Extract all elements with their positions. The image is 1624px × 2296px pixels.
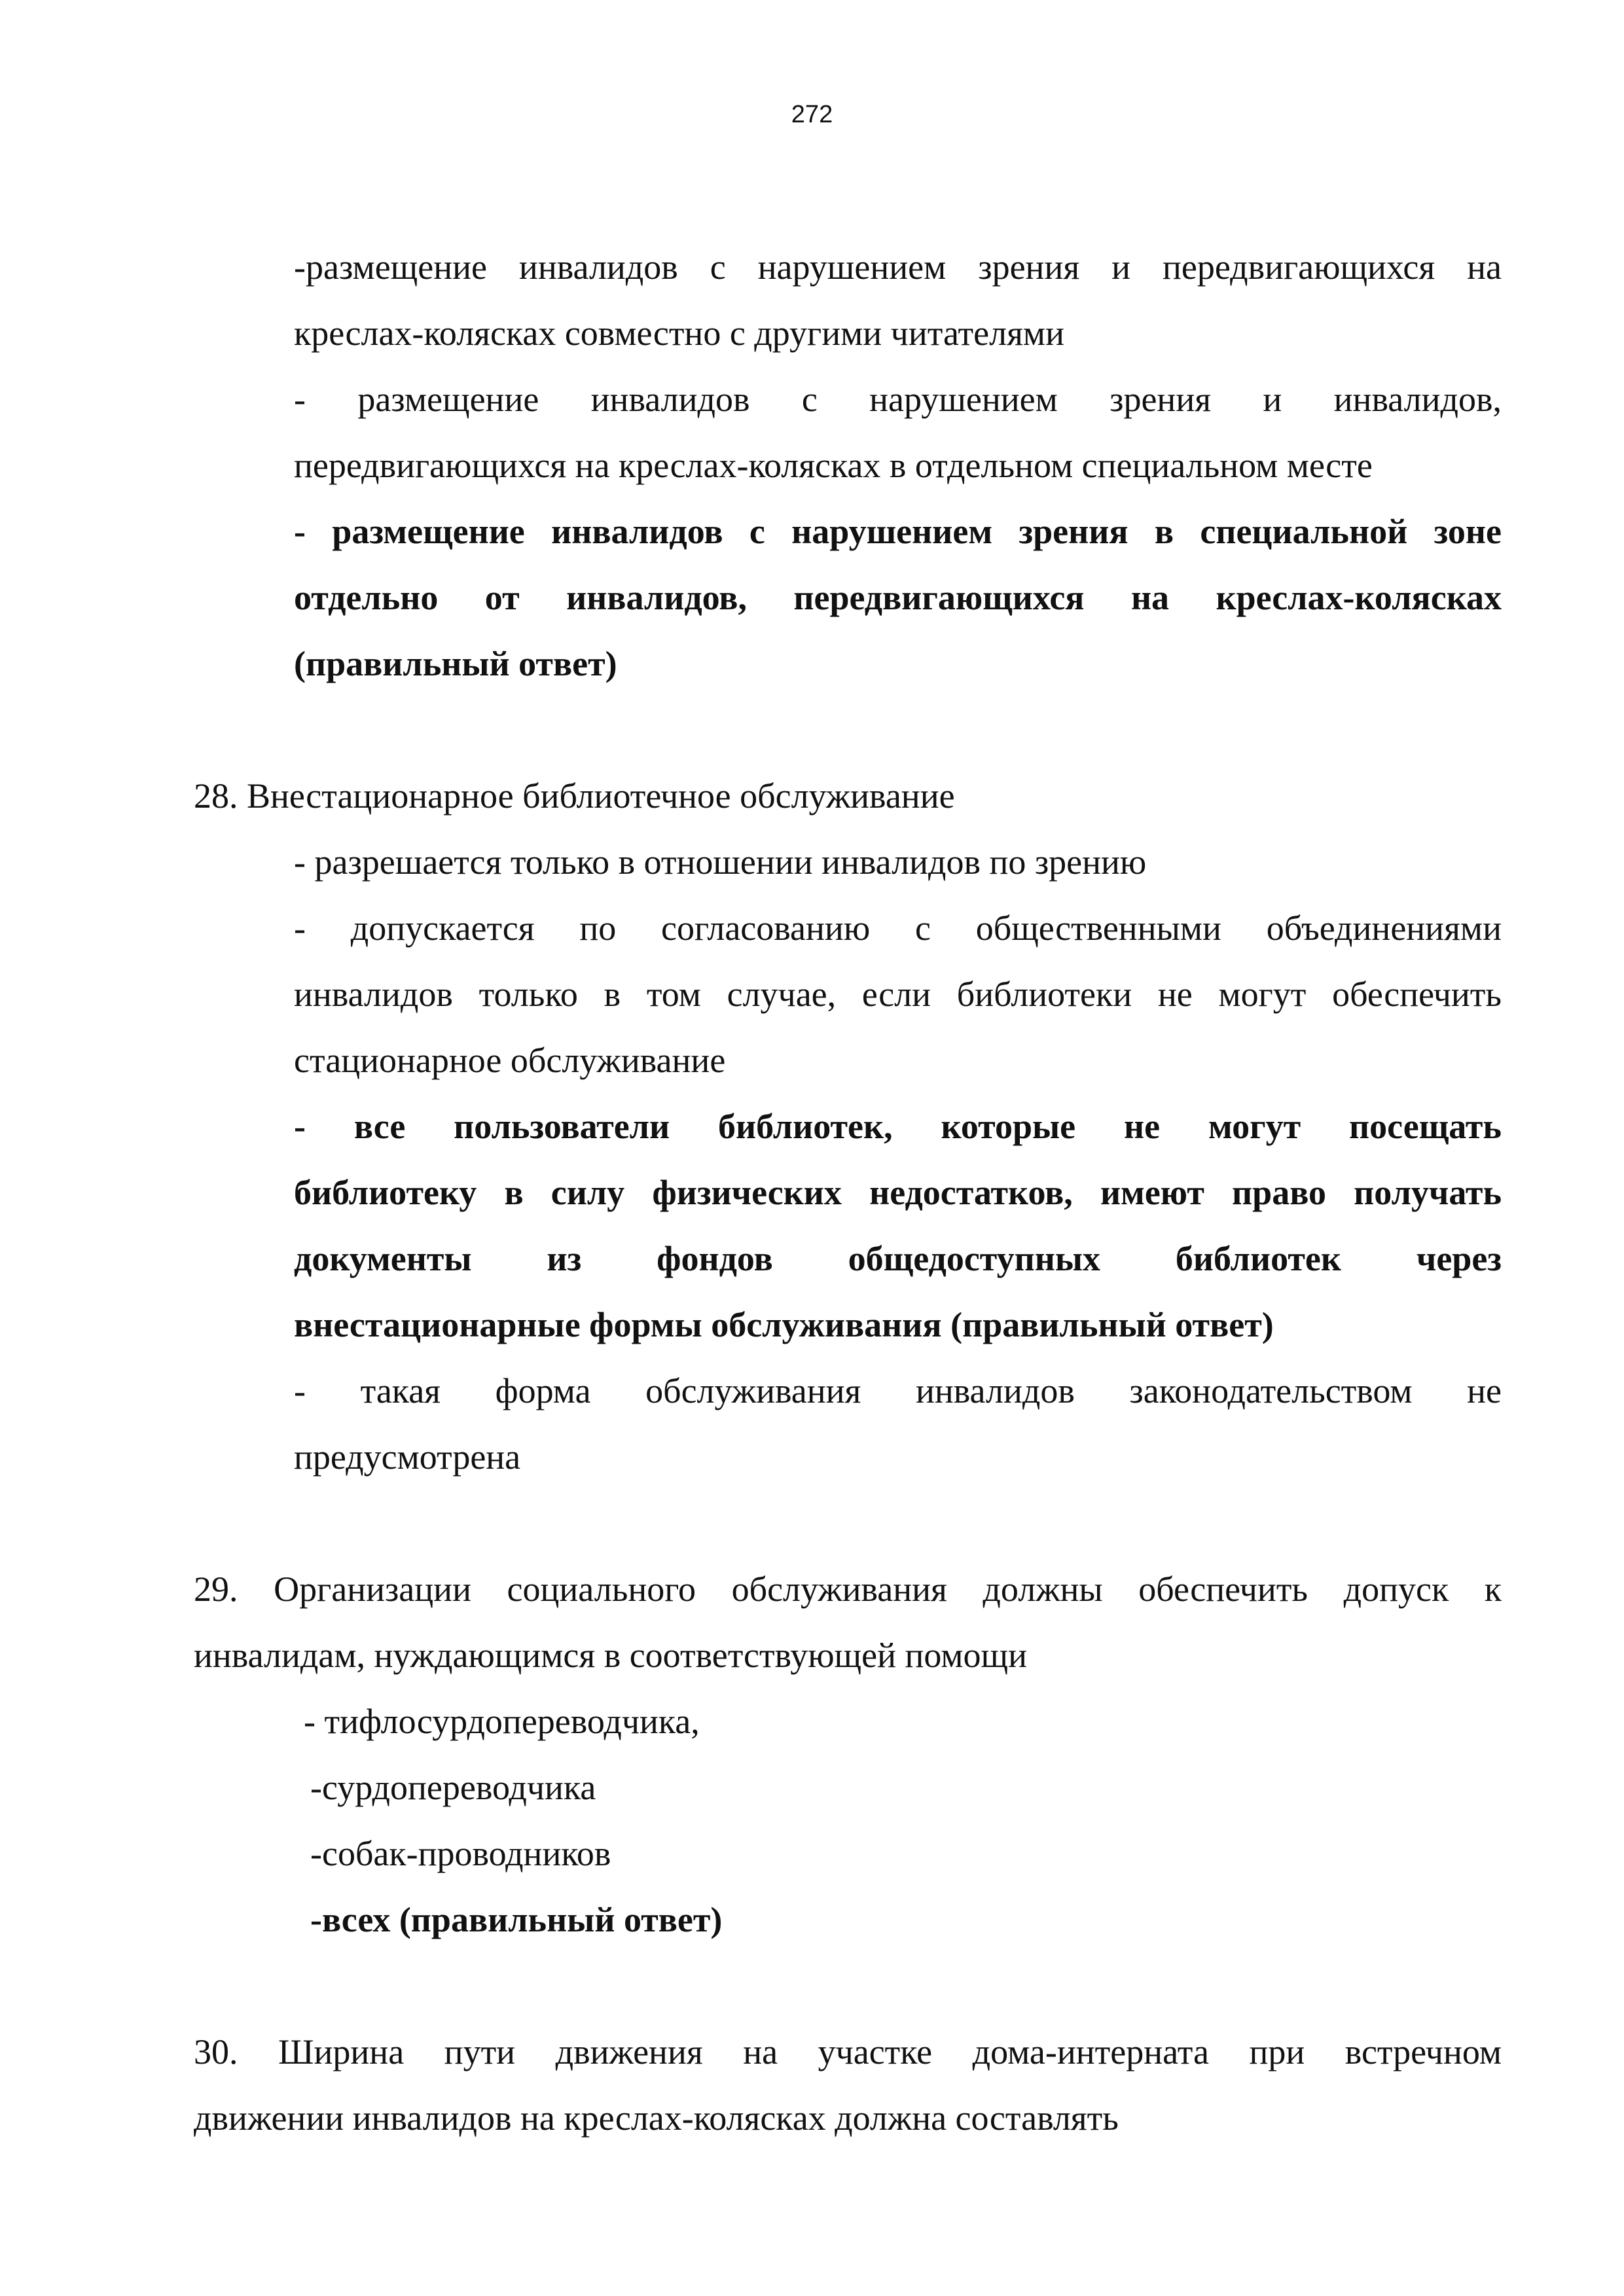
- q29-question-line: 29. Организации социального обслуживания должны обеспечить допуск к: [194, 1570, 1502, 1609]
- option-line: стационарное обслуживание: [294, 1041, 726, 1080]
- q29-option-1: - тифлосурдопереводчика,: [304, 1702, 700, 1741]
- option-line: - допускается по согласованию с общественными объединениями: [294, 908, 1502, 948]
- option-line: - такая форма обслуживания инвалидов законодательством не: [294, 1371, 1502, 1410]
- q30-question-line: движении инвалидов на креслах-колясках должна составлять: [194, 2098, 1119, 2138]
- correct-answer-line: (правильный ответ): [294, 644, 617, 683]
- correct-answer-line: внестационарные формы обслуживания (правильный ответ): [294, 1305, 1274, 1344]
- q29-option-2: -сурдопереводчика: [310, 1768, 596, 1807]
- correct-answer-line: библиотеку в силу физических недостатков, имеют право получать: [294, 1173, 1502, 1212]
- q27-options: [194, 234, 1502, 697]
- correct-answer-line: отдельно от инвалидов, передвигающихся на креслах-колясках: [294, 578, 1502, 617]
- spacer: [194, 697, 1502, 763]
- option-line: предусмотрена: [294, 1437, 521, 1477]
- option-line: - размещение инвалидов с нарушением зрения и инвалидов,: [294, 380, 1502, 419]
- spacer: [194, 1953, 1502, 2019]
- document-body: [194, 234, 1502, 2151]
- option-line: креслах-колясках совместно с другими читателями: [294, 314, 1064, 353]
- q28-option-4: [194, 1358, 1502, 1490]
- spacer: [194, 1490, 1502, 1556]
- q27-option-3-correct: [194, 499, 1502, 697]
- option-line: инвалидов только в том случае, если библиотеки не могут обеспечить: [294, 975, 1502, 1014]
- q29-option-3: -собак-проводников: [310, 1834, 611, 1873]
- page-number: 272: [791, 101, 833, 128]
- q29: [194, 1556, 1502, 1953]
- option-line: -размещение инвалидов с нарушением зрения и передвигающихся на: [294, 247, 1502, 287]
- q28-option-2: [194, 895, 1502, 1094]
- q29-option-4-correct: -всех (правильный ответ): [310, 1900, 723, 1939]
- correct-answer-line: - размещение инвалидов с нарушением зрения в специальной зоне: [294, 512, 1502, 551]
- q28-question: 28. Внестационарное библиотечное обслуживание: [194, 776, 955, 816]
- option-line: передвигающихся на креслах-колясках в отдельном специальном месте: [294, 446, 1373, 485]
- q30-question-line: 30. Ширина пути движения на участке дома-интерната при встречном: [194, 2032, 1502, 2072]
- q28-option-1: [194, 829, 1502, 895]
- q29-question-line: инвалидам, нуждающимся в соответствующей помощи: [194, 1636, 1028, 1675]
- q28: [194, 763, 1502, 1490]
- q28-option-3-correct: [194, 1094, 1502, 1358]
- correct-answer-line: - все пользователи библиотек, которые не могут посещать: [294, 1107, 1502, 1146]
- q27-option-2: [194, 367, 1502, 499]
- q30: [194, 2019, 1502, 2151]
- correct-answer-line: документы из фондов общедоступных библиотек через: [294, 1239, 1502, 1278]
- option-line: - разрешается только в отношении инвалидов по зрению: [294, 842, 1147, 882]
- q27-option-1: [194, 234, 1502, 367]
